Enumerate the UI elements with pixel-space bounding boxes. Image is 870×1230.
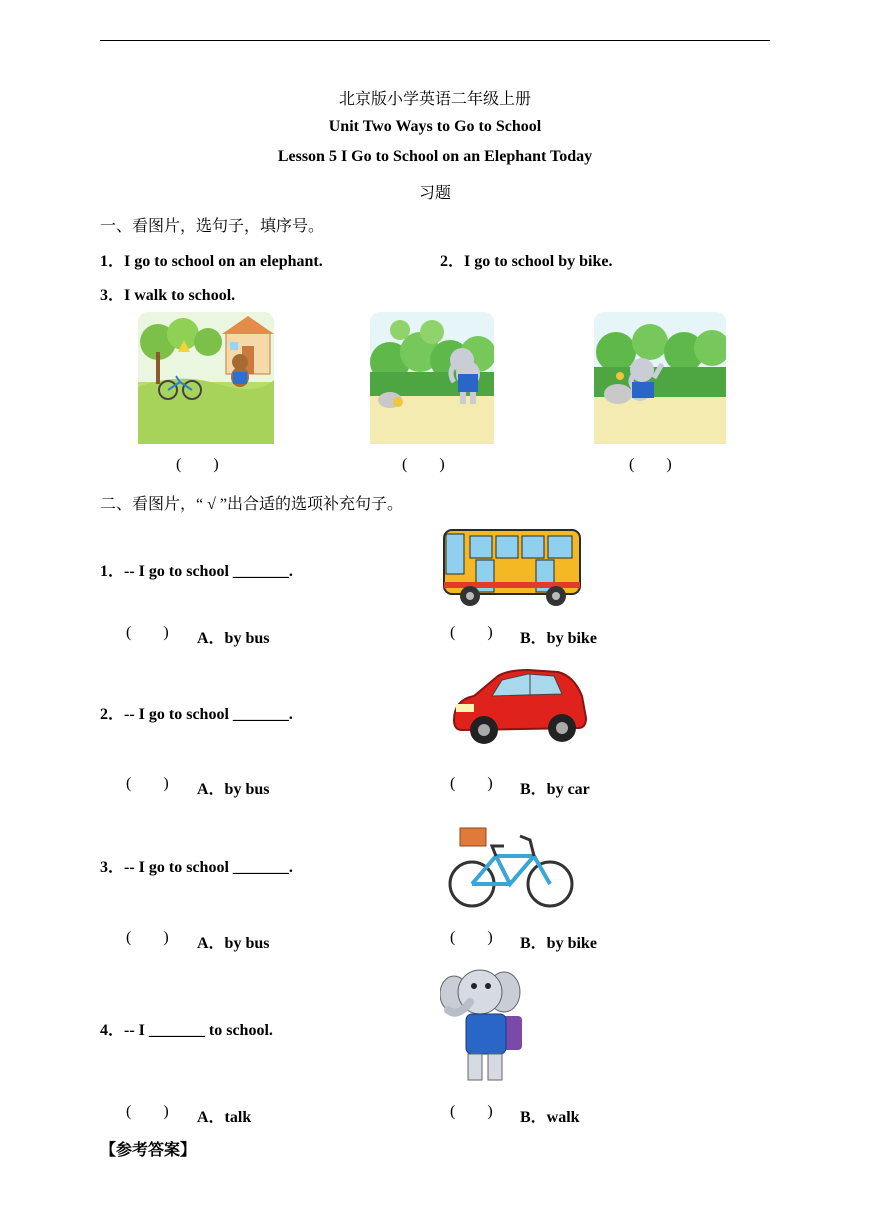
q2-option-b: B．by car [520, 781, 590, 798]
s2-question-2: 2．-- I go to school _______. [100, 706, 293, 723]
s2-question-1: 1．-- I go to school _______. [100, 563, 293, 580]
q1-paren-b[interactable]: ( ) [450, 624, 493, 641]
q4-paren-b[interactable]: ( ) [450, 1103, 493, 1120]
s1-answer-blank-3[interactable]: ( ) [629, 456, 672, 473]
bear-bike-scene-picture [138, 312, 274, 444]
bus-icon [440, 524, 584, 610]
q1-option-b: B．by bike [520, 630, 597, 647]
q4-option-a: A．talk [197, 1109, 252, 1126]
q3-option-b: B．by bike [520, 935, 597, 952]
s1-sentence-3: 3．I walk to school. [100, 287, 236, 304]
s1-answer-blank-2[interactable]: ( ) [402, 456, 445, 473]
q3-option-a: A．by bus [197, 935, 270, 952]
elephant-walking-scene-picture [370, 312, 494, 444]
top-rule [100, 40, 770, 41]
answer-heading: 【参考答案】 [100, 1142, 197, 1159]
s1-sentence-1: 1．I go to school on an elephant. [100, 253, 323, 270]
section1-heading: 一、看图片，选句子，填序号。 [100, 218, 325, 235]
car-icon [448, 660, 592, 752]
s1-answer-blank-1[interactable]: ( ) [176, 456, 219, 473]
q1-option-a: A．by bus [197, 630, 270, 647]
lesson-title: Lesson 5 I Go to School on an Elephant Today [277, 148, 593, 165]
s2-question-4: 4．-- I _______ to school. [100, 1022, 273, 1039]
q2-paren-b[interactable]: ( ) [450, 775, 493, 792]
q3-paren-b[interactable]: ( ) [450, 929, 493, 946]
q3-paren-a[interactable]: ( ) [126, 929, 169, 946]
title-cn: 北京版小学英语二年级上册 [338, 91, 531, 108]
q4-option-b: B．walk [520, 1109, 580, 1126]
section2-heading: 二、看图片，“ √ ”出合适的选项补充句子。 [100, 496, 403, 513]
q2-paren-a[interactable]: ( ) [126, 775, 169, 792]
q1-paren-a[interactable]: ( ) [126, 624, 169, 641]
s2-question-3: 3．-- I go to school _______. [100, 859, 293, 876]
subtitle: 习题 [418, 185, 451, 202]
q4-paren-a[interactable]: ( ) [126, 1103, 169, 1120]
q2-option-a: A．by bus [197, 781, 270, 798]
elephant-waving-scene-picture [594, 312, 726, 444]
s1-sentence-2: 2．I go to school by bike. [440, 253, 613, 270]
unit-title: Unit Two Ways to Go to School [328, 118, 542, 135]
bicycle-icon [446, 816, 576, 912]
elephant-icon [440, 962, 532, 1088]
